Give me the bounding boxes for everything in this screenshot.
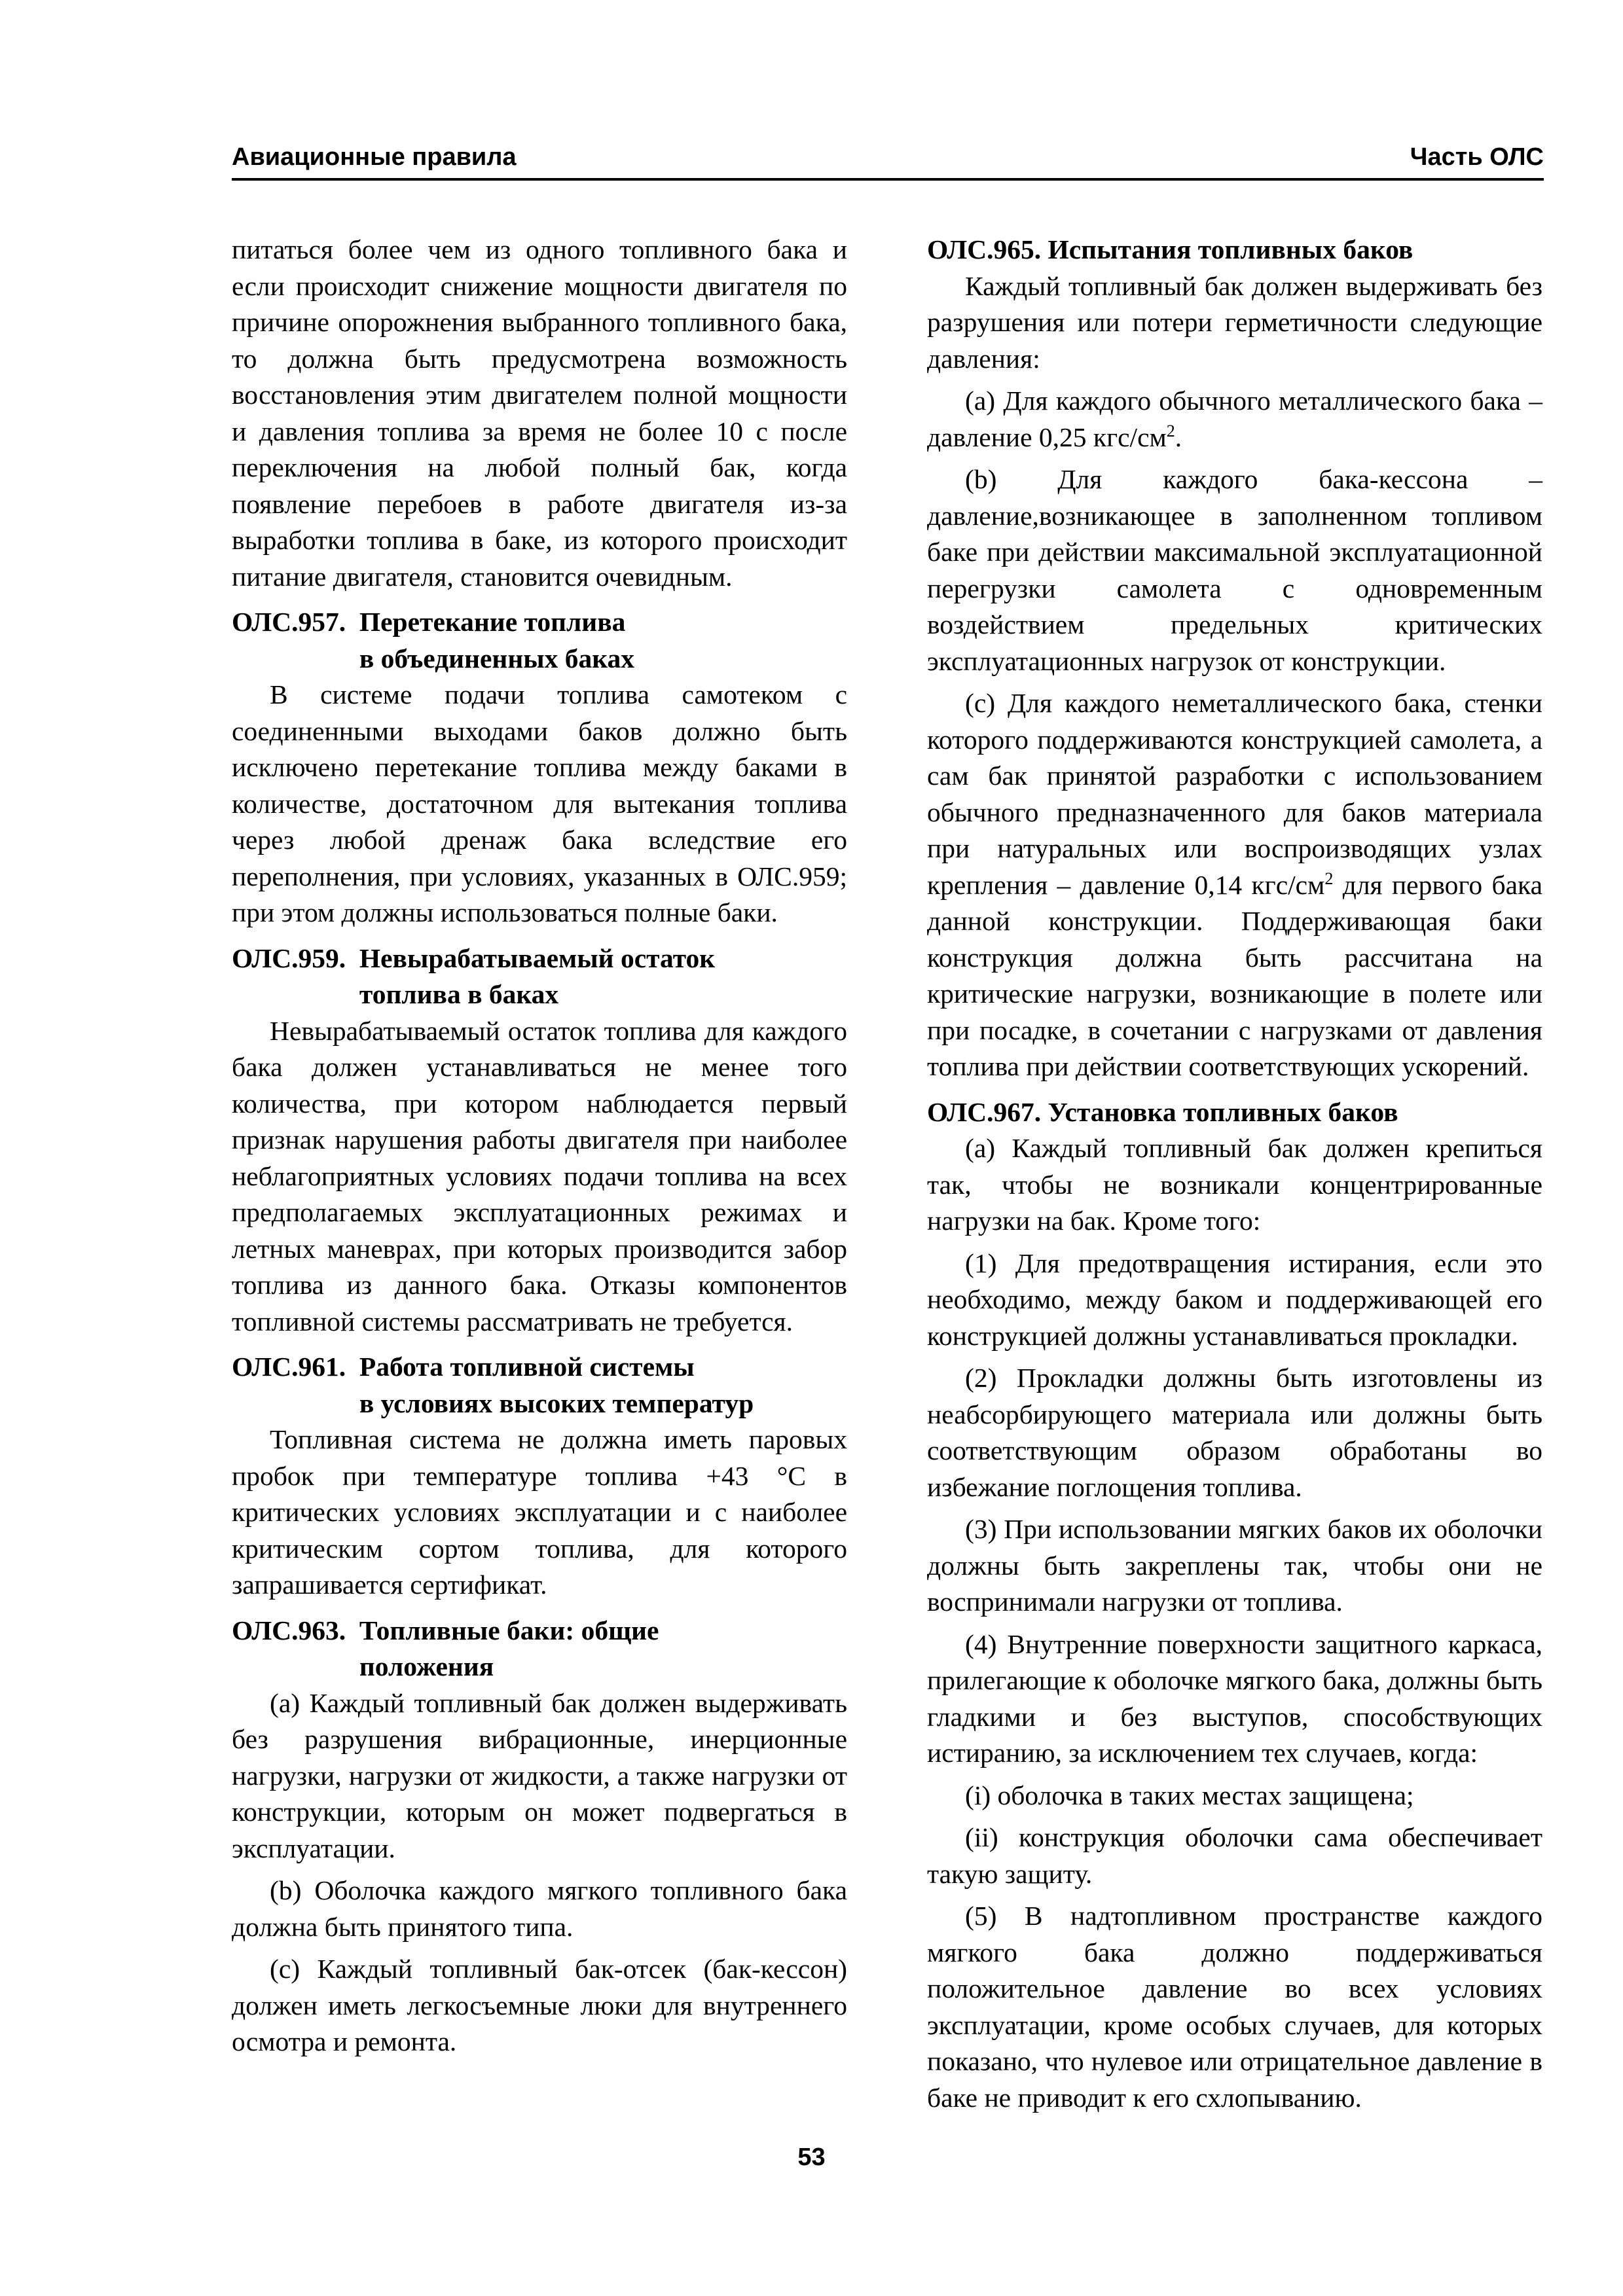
section-title-line: Работа топливной системы <box>359 1352 695 1382</box>
header-part: Часть ОЛС <box>1410 143 1544 171</box>
section-heading <box>232 1613 847 1685</box>
paragraph: (1) Для предотвращения истирания, если это необходимо, между баком и поддерживающей его конструкцией должны устанавливаться прокладки. <box>927 1247 1542 1351</box>
paragraph: Каждый топливный бак должен выдерживать без разрушения или потери герметичности следующие давления: <box>927 270 1542 374</box>
paragraph: питаться более чем из одного топливного бака и если происходит снижение мощности двигателя по причине опорожнения выбранного топливного бака, то должна быть предусмотрена возможность восстановления этим двигателем полной мощности и давления топлива за время не более 10 с после переключения на любой полный бак, когда появление перебоев в работе двигателя из-за выработки топлива в баке, из которого происходит питание двигателя, становится очевидным. <box>232 234 847 592</box>
section-heading <box>232 1349 847 1422</box>
section-heading: ОЛС.965. Испытания топливных баков <box>927 234 1413 264</box>
right-column <box>927 232 1542 2122</box>
section-title <box>359 1613 847 1685</box>
paragraph: (b) Для каждого бака-кессона – давление,возникающее в заполненном топливом баке при действии максимальной эксплуатационной перегрузки самолета с одновременным воздействием предельных критических эксплуатационных нагрузок от конструкции. <box>927 464 1542 676</box>
section-heading <box>232 604 847 677</box>
section-title-line: положения <box>359 1651 494 1681</box>
section-heading: ОЛС.967. Установка топливных баков <box>927 1096 1398 1127</box>
section-title-line: в объединенных баках <box>359 643 635 673</box>
paragraph: (3) При использовании мягких баков их оболочки должны быть закреплены так, чтобы они не воспринимали нагрузки от топлива. <box>927 1514 1542 1617</box>
left-column <box>232 232 847 2066</box>
paragraph: (b) Оболочка каждого мягкого топливного бака должна быть принятого типа. <box>232 1875 847 1942</box>
section-number: ОЛС.963. <box>232 1615 359 1645</box>
paragraph: (ii) конструкция оболочки сама обеспечивает такую защиту. <box>927 1822 1542 1889</box>
section-number: ОЛС.957. <box>232 607 359 637</box>
section-title <box>359 604 847 677</box>
section-heading <box>232 941 847 1013</box>
section-title <box>359 941 847 1013</box>
header-title: Авиационные правила <box>232 143 517 171</box>
section-title-line: топлива в баках <box>359 979 559 1009</box>
paragraph: Невырабатываемый остаток топлива для каждого бака должен устанавливаться не менее того количества, при котором наблюдается первый признак нарушения работы двигателя при наиболее неблагоприятных условиях подачи топлива на всех предполагаемых эксплуатационных режимах и летных маневрах, при которых производится забор топлива из данного бака. Отказы компонентов топливной системы рассматривать не требуется. <box>232 1015 847 1336</box>
paragraph: (i) оболочка в таких местах защищена; <box>965 1780 1414 1810</box>
paragraph: (2) Прокладки должны быть изготовлены из неабсорбирующего материала или должны быть соответствующим образом обработаны во избежание поглощения топлива. <box>927 1363 1542 1502</box>
paragraph: (5) В надтопливном пространстве каждого мягкого бака должно поддерживаться положительное давление во всех условиях эксплуатации, кроме особых случаев, для которых показано, что нулевое или отрицательное давление в баке не приводит к его схлопыванию. <box>927 1901 1542 2113</box>
section-title <box>359 1349 847 1422</box>
paragraph: (a) Каждый топливный бак должен крепиться так, чтобы не возникали концентрированные нагрузки на бак. Кроме того: <box>927 1133 1542 1236</box>
section-title-line: Топливные баки: общие <box>359 1615 659 1645</box>
section-title-line: в условиях высоких температур <box>359 1388 754 1418</box>
page-header <box>232 139 1544 181</box>
paragraph: (4) Внутренние поверхности защитного каркаса, прилегающие к оболочке мягкого бака, должны быть гладкими и без выступов, способствующих истиранию, за исключением тех случаев, когда: <box>927 1628 1542 1768</box>
paragraph: (a) Каждый топливный бак должен выдерживать без разрушения вибрационные, инерционные нагрузки, нагрузки от жидкости, а также нагрузки от конструкции, которым он может подвергаться в эксплуатации. <box>232 1687 847 1863</box>
section-number: ОЛС.961. <box>232 1352 359 1382</box>
paragraph: (a) Для каждого обычного металлического бака – давление 0,25 кгс/$см^2$. <box>927 386 1542 452</box>
page-number: 53 <box>797 2144 826 2171</box>
section-title-line: Перетекание топлива <box>359 607 626 637</box>
section-title-line: Невырабатываемый остаток <box>359 942 716 973</box>
section-number: ОЛС.959. <box>232 942 359 973</box>
paragraph: Топливная система не должна иметь паровых пробок при температуре топлива +43 °С в критических условиях эксплуатации и с наиболее критическим сортом топлива, для которого запрашивается сертификат. <box>232 1424 847 1600</box>
paragraph: (c) Для каждого неметаллического бака, стенки которого поддерживаются конструкцией самолета, а сам бак принятой разработки с использованием обычного предназначенного для баков материала при натуральных или воспроизводящих узлах крепления – давление 0,14 кгс/$см^2$ для первого бака данной конструкции. Поддерживающая баки конструкция должна быть рассчитана на критические нагрузки, возникающие в полете или при посадке, в сочетании с нагрузками от давления топлива при действии соответствующих ускорений. <box>927 688 1542 1081</box>
paragraph: В системе подачи топлива самотеком с соединенными выходами баков должно быть исключено перетекание топлива между баками в количестве, достаточном для вытекания топлива через любой дренаж бака вследствие его переполнения, при условиях, указанных в ОЛС.959; при этом должны использоваться полные баки. <box>232 679 847 927</box>
paragraph: (c) Каждый топливный бак-отсек (бак-кессон) должен иметь легкосъемные люки для внутреннего осмотра и ремонта. <box>232 1954 847 2056</box>
